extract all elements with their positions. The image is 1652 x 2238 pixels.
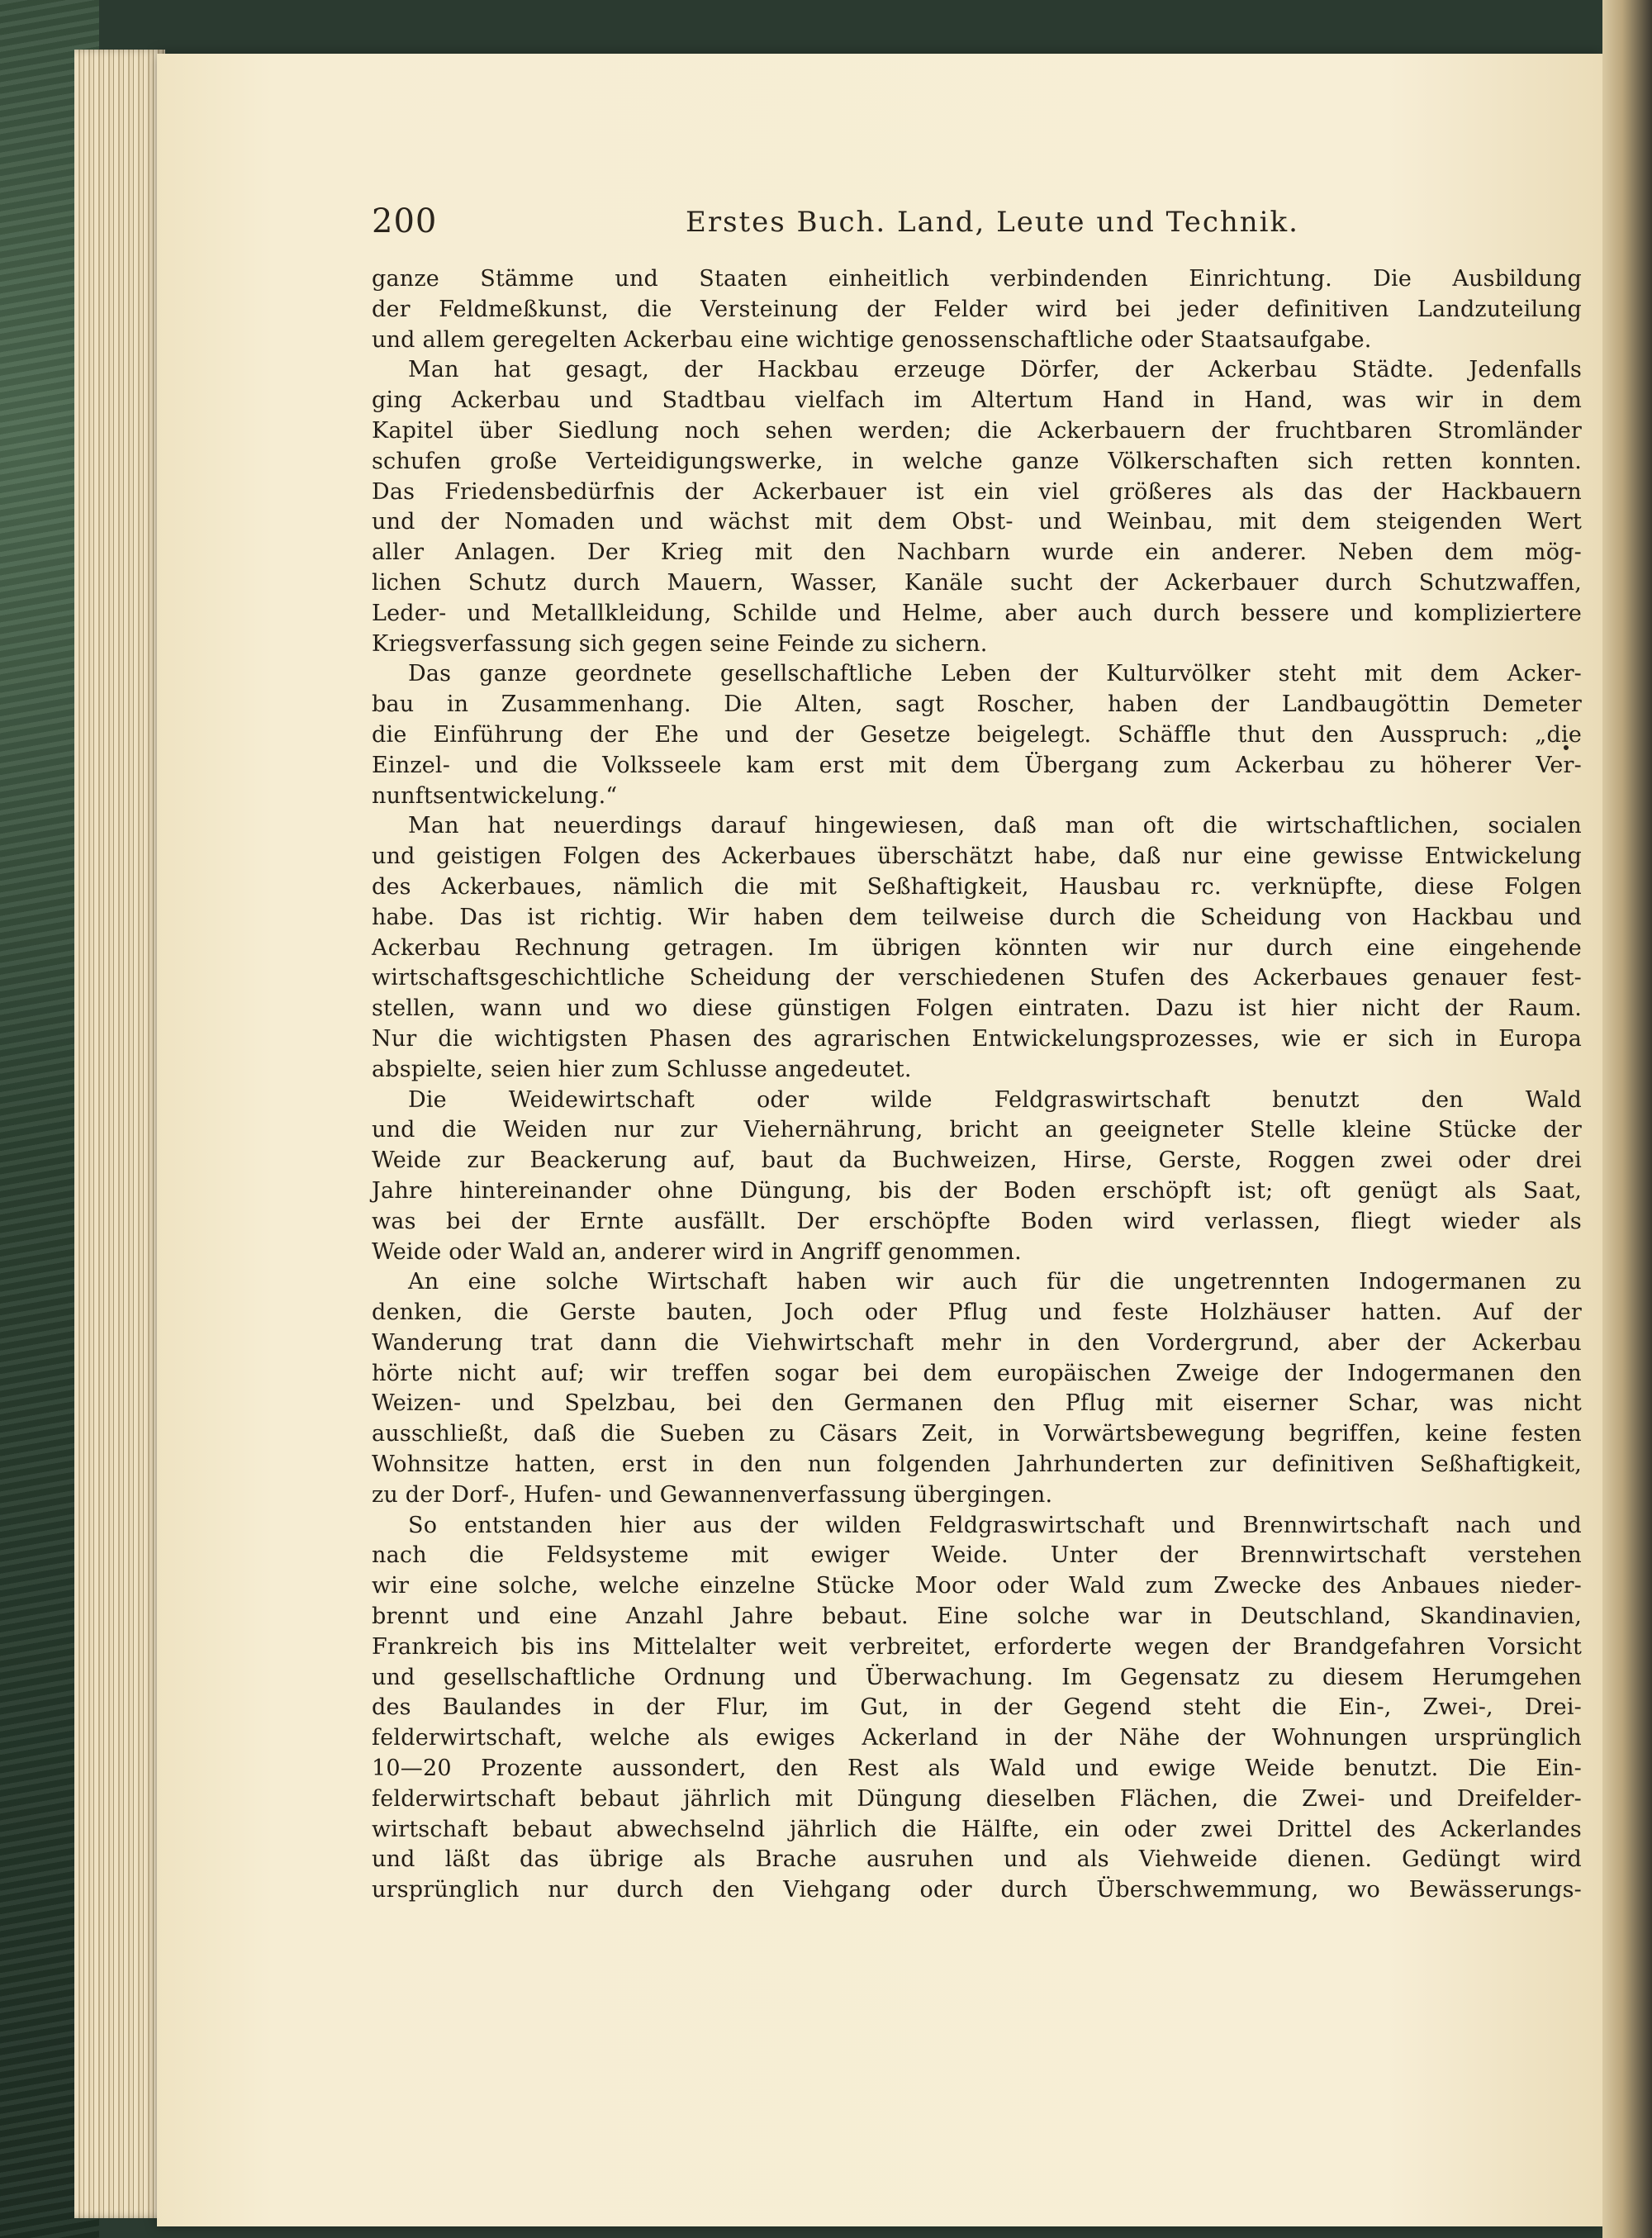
page-header xyxy=(372,202,1594,252)
text-line: bau in Zusammenhang. Die Alten, sagt Roscher, haben der Landbaugöttin Demeter xyxy=(372,691,1582,718)
text-line: ausschließt, daß die Sueben zu Cäsars Zeit, in Vorwärtsbewegung begriffen, keine festen xyxy=(372,1421,1582,1447)
text-line: Das ganze geordnete gesellschaftliche Leben der Kulturvölker steht mit dem Acker- xyxy=(408,661,1582,687)
text-line: nunftsentwickelung.“ xyxy=(372,782,618,809)
text-line: lichen Schutz durch Mauern, Wasser, Kanäle sucht der Ackerbauer durch Schutzwaffen, xyxy=(372,569,1582,596)
text-line: Weizen- und Spelzbau, bei den Germanen den Pflug mit eiserner Schar, was nicht xyxy=(372,1390,1582,1417)
page-number: 200 xyxy=(372,202,438,240)
running-head: Erstes Buch. Land, Leute und Technik. xyxy=(686,206,1299,239)
text-line: ursprünglich nur durch den Viehgang oder durch Überschwemmung, wo Bewässerungs- xyxy=(372,1877,1582,1903)
text-line: wirtschaft bebaut abwechselnd jährlich die Hälfte, ein oder zwei Drittel des Ackerlandes xyxy=(372,1816,1582,1842)
facing-page-edge xyxy=(1602,0,1652,2238)
text-line: der Feldmeßkunst, die Versteinung der Felder wird bei jeder definitiven Landzuteilung xyxy=(372,296,1582,322)
text-line: Frankreich bis ins Mittelalter weit verbreitet, erforderte wegen der Brandgefahren Vorsicht xyxy=(372,1633,1582,1660)
text-line: und gesellschaftliche Ordnung und Überwachung. Im Gegensatz zu diesem Herumgehen xyxy=(372,1664,1582,1690)
text-line: habe. Das ist richtig. Wir haben dem teilweise durch die Scheidung von Hackbau und xyxy=(372,904,1582,930)
text-line: was bei der Ernte ausfällt. Der erschöpfte Boden wird verlassen, fliegt wieder als xyxy=(372,1208,1582,1234)
text-line: 10—20 Prozente aussondert, den Rest als Wald und ewige Weide benutzt. Die Ein- xyxy=(372,1756,1582,1782)
text-line: ganze Stämme und Staaten einheitlich verbindenden Einrichtung. Die Ausbildung xyxy=(372,266,1582,292)
text-line: Weide zur Beackerung auf, baut da Buchweizen, Hirse, Gerste, Roggen zwei oder drei xyxy=(372,1148,1582,1174)
body-text xyxy=(372,264,1582,1906)
text-line: Leder- und Metallkleidung, Schilde und Helme, aber auch durch bessere und kompliziertere xyxy=(372,600,1582,626)
text-line: und läßt das übrige als Brache ausruhen und als Viehweide dienen. Gedüngt wird xyxy=(372,1846,1582,1873)
text-line: und allem geregelten Ackerbau eine wichtige genossenschaftliche oder Staatsaufgabe. xyxy=(372,326,1372,353)
text-line: abspielte, seien hier zum Schlusse angedeutet. xyxy=(372,1056,912,1082)
text-line: ging Ackerbau und Stadtbau vielfach im Altertum Hand in Hand, was wir in dem xyxy=(372,387,1582,414)
text-line: zu der Dorf-, Hufen- und Gewannenverfassung übergingen. xyxy=(372,1481,1053,1508)
text-line: So entstanden hier aus der wilden Feldgraswirtschaft und Brennwirtschaft nach und xyxy=(408,1512,1582,1538)
text-line: nach die Feldsysteme mit ewiger Weide. Unter der Brennwirtschaft verstehen xyxy=(372,1542,1582,1569)
text-line: felderwirtschaft bebaut jährlich mit Düngung dieselben Flächen, die Zwei- und Dreifelder- xyxy=(372,1785,1582,1812)
text-line: Wohnsitze hatten, erst in den nun folgenden Jahrhunderten zur definitiven Seßhaftigkeit, xyxy=(372,1452,1582,1478)
text-line: und geistigen Folgen des Ackerbaues überschätzt habe, daß nur eine gewisse Entwickelung xyxy=(372,843,1582,870)
text-line: wir eine solche, welche einzelne Stücke Moor oder Wald zum Zwecke des Anbaues nieder- xyxy=(372,1573,1582,1599)
text-line: felderwirtschaft, welche als ewiges Ackerland in der Nähe der Wohnungen ursprünglich xyxy=(372,1725,1582,1751)
text-line: und die Weiden nur zur Viehernährung, bricht an geeigneter Stelle kleine Stücke der xyxy=(372,1117,1582,1143)
text-line: hörte nicht auf; wir treffen sogar bei dem europäischen Zweige der Indogermanen den xyxy=(372,1360,1582,1386)
text-line: brennt und eine Anzahl Jahre bebaut. Eine solche war in Deutschland, Skandinavien, xyxy=(372,1604,1582,1630)
text-line: Kapitel über Siedlung noch sehen werden; die Ackerbauern der fruchtbaren Stromländer xyxy=(372,417,1582,444)
text-line: stellen, wann und wo diese günstigen Folgen eintraten. Dazu ist hier nicht der Raum. xyxy=(372,995,1582,1022)
page-edges xyxy=(74,50,165,2218)
text-line: des Baulandes in der Flur, im Gut, in der Gegend steht die Ein-, Zwei-, Drei- xyxy=(372,1694,1582,1721)
text-line: und der Nomaden und wächst mit dem Obst- und Weinbau, mit dem steigenden Wert xyxy=(372,509,1582,535)
text-line: denken, die Gerste bauten, Joch oder Pflug und feste Holzhäuser hatten. Auf der xyxy=(372,1300,1582,1326)
text-line: An eine solche Wirtschaft haben wir auch für die ungetrennten Indogermanen zu xyxy=(408,1269,1582,1295)
text-line: Weide oder Wald an, anderer wird in Angriff genommen. xyxy=(372,1238,1022,1265)
text-line: Nur die wichtigsten Phasen des agrarischen Entwickelungsprozesses, wie er sich in Europa xyxy=(372,1025,1582,1052)
text-line: Ackerbau Rechnung getragen. Im übrigen könnten wir nur durch eine eingehende xyxy=(372,934,1582,961)
text-line: die Einführung der Ehe und der Gesetze beigelegt. Schäffle thut den Ausspruch: „die xyxy=(372,721,1582,748)
text-line: Jahre hintereinander ohne Düngung, bis der Boden erschöpft ist; oft genügt als Saat, xyxy=(372,1177,1582,1204)
text-line: Man hat neuerdings darauf hingewiesen, daß man oft die wirtschaftlichen, socialen xyxy=(408,813,1582,839)
text-line: Das Friedensbedürfnis der Ackerbauer ist ein viel größeres als das der Hackbauern xyxy=(372,478,1582,505)
text-line: wirtschaftsgeschichtliche Scheidung der verschiedenen Stufen des Ackerbaues genauer fest- xyxy=(372,965,1582,991)
text-line: Die Weidewirtschaft oder wilde Feldgraswirtschaft benutzt den Wald xyxy=(408,1086,1582,1113)
text-line: Kriegsverfassung sich gegen seine Feinde zu sichern. xyxy=(372,630,988,657)
text-line: des Ackerbaues, nämlich die mit Seßhaftigkeit, Hausbau rc. verknüpfte, diese Folgen xyxy=(372,873,1582,900)
text-line: Wanderung trat dann die Viehwirtschaft mehr in den Vordergrund, aber der Ackerbau xyxy=(372,1329,1582,1356)
text-line: Einzel- und die Volksseele kam erst mit dem Übergang zum Ackerbau zu höherer Ver- xyxy=(372,752,1582,778)
text-line: Man hat gesagt, der Hackbau erzeuge Dörfer, der Ackerbau Städte. Jedenfalls xyxy=(408,357,1582,383)
text-line: schufen große Verteidigungswerke, in welche ganze Völkerschaften sich retten konnten. xyxy=(372,448,1582,474)
text-line: aller Anlagen. Der Krieg mit den Nachbarn wurde ein anderer. Neben dem mög- xyxy=(372,539,1582,566)
